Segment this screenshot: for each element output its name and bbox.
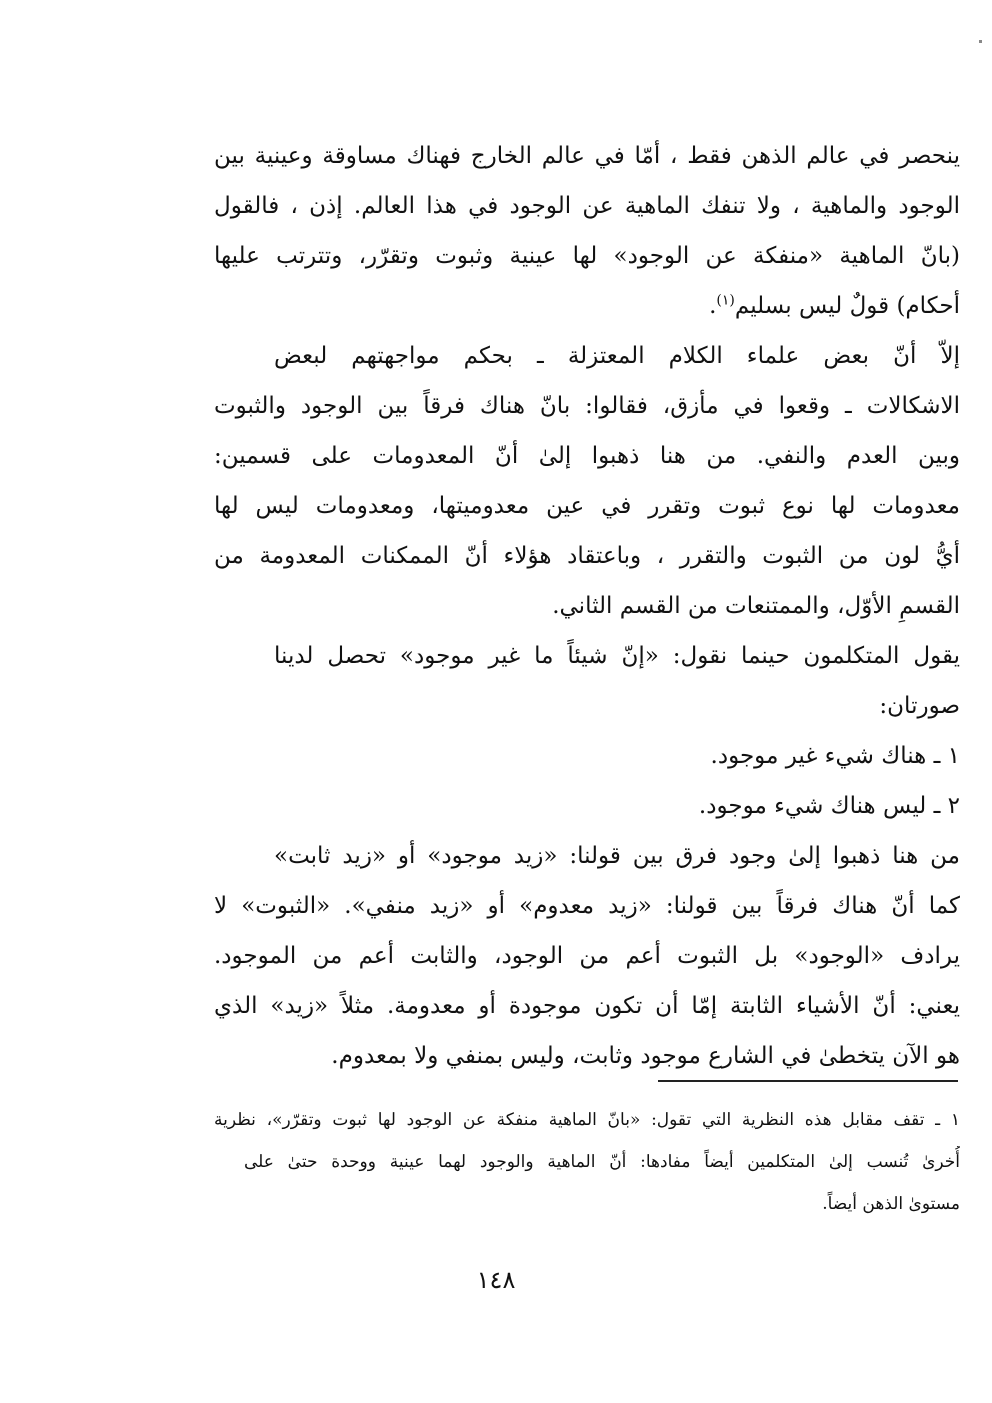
text-line: صورتان: [879, 693, 960, 719]
paragraph-first-line: من هنا ذهبوا إلىٰ وجود فرق بين قولنا: «زيد موجود» أو «زيد ثابت» [274, 843, 960, 869]
footnote-reference: (١) [716, 292, 735, 309]
text-line: أيُّ لون من الثبوت والتقرر ، وباعتقاد هؤلاء أنّ الممكنات المعدومة من [214, 543, 960, 569]
text-line: (بانّ الماهية «منفكة عن الوجود» لها عينية وثبوت وتقرّر، وتترتب عليها [214, 243, 960, 269]
paragraph-first-line: إلاّ أنّ بعض علماء الكلام المعتزلة ـ بحكم مواجهتهم لبعض [274, 343, 960, 369]
text-line: ينحصر في عالم الذهن فقط ، أمّا في عالم الخارج فهناك مساوقة وعينية بين [214, 143, 960, 169]
text-line: كما أنّ هناك فرقاً بين قولنا: «زيد معدوم» أو «زيد منفي». «الثبوت» لا [214, 893, 960, 919]
scan-speck [979, 40, 982, 43]
text-line: الاشكالات ـ وقعوا في مأزق، فقالوا: بانّ هناك فرقاً بين الوجود والثبوت [214, 393, 960, 419]
list-item: ١ ـ هناك شيء غير موجود. [710, 743, 960, 769]
footnote-line: أُخرىٰ تُنسب إلىٰ المتكلمين أيضاً مفادها: أنّ الماهية والوجود لهما عينية ووحدة حتىٰ على [244, 1152, 960, 1172]
text-line: الوجود والماهية ، ولا تنفك الماهية عن الوجود في هذا العالم. إذن ، فالقول [214, 193, 960, 219]
text-line-content: أحكام) قولٌ ليس بسليم [734, 293, 960, 319]
text-line: القسمِ الأوّل، والممتنعات من القسم الثاني. [552, 593, 960, 619]
text-line: وبين العدم والنفي. من هنا ذهبوا إلىٰ أنّ المعدومات على قسمين: [214, 443, 960, 469]
paragraph-first-line: يقول المتكلمون حينما نقول: «إنّ شيئاً ما غير موجود» تحصل لدينا [274, 643, 960, 669]
list-item: ٢ ـ ليس هناك شيء موجود. [698, 793, 960, 819]
footnotes [214, 0, 960, 1240]
footnote-reference-tail: . [709, 293, 717, 319]
text-line: معدومات لها نوع ثبوت وتقرر في عين معدوميتها، ومعدومات ليس لها [214, 493, 960, 519]
footnote-line: ١ ـ تقف مقابل هذه النظرية التي تقول: «بانّ الماهية منفكة عن الوجود لها ثبوت وتقرّر»، نظرية [214, 1110, 960, 1130]
page-number: ١٤٨ [476, 1266, 516, 1294]
footnote-line: مستوىٰ الذهن أيضاً. [822, 1194, 960, 1214]
text-line: يرادف «الوجود» بل الثبوت أعم من الوجود، والثابت أعم من الموجود. [214, 943, 960, 969]
text-line: هو الآن يتخطىٰ في الشارع موجود وثابت، وليس بمنفي ولا بمعدوم. [331, 1043, 960, 1069]
text-line: يعني: أنّ الأشياء الثابتة إمّا أن تكون موجودة أو معدومة. مثلاً «زيد» الذي [214, 993, 960, 1019]
